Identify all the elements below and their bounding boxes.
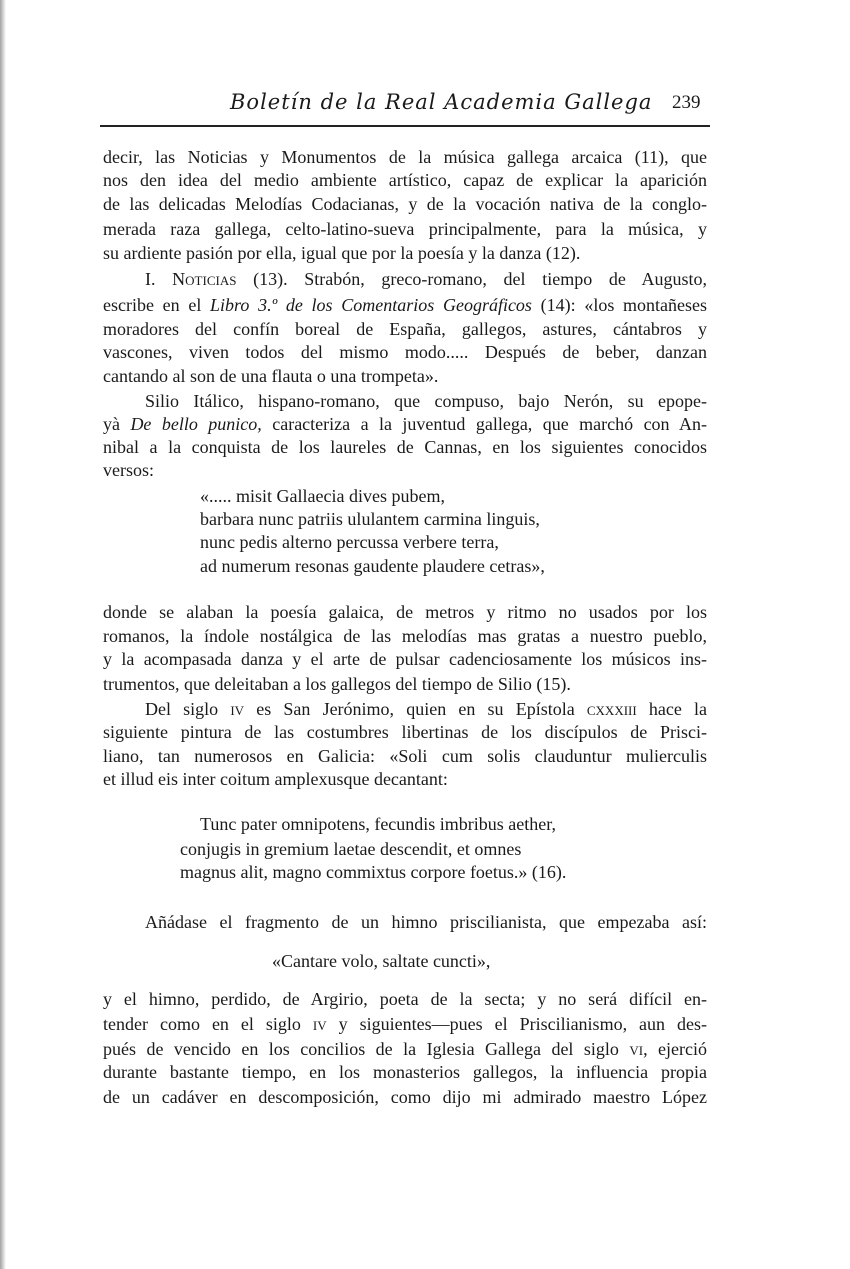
text-line: [103, 1038, 707, 1060]
roman-numeral: cxxxiii: [586, 699, 637, 719]
text-span: hace la: [648, 699, 708, 719]
text-line: [103, 1013, 707, 1035]
text-line: de un cadáver en descomposición, como dijo mi admirado maestro López: [103, 1087, 707, 1107]
text-line: donde se alaban la poesía galaica, de metros y ritmo no usados por los: [103, 602, 707, 622]
text-line: y la acompasada danza y el arte de pulsar cadenciosamente los músicos ins-: [103, 649, 707, 669]
verse-line: Tunc pater omnipotens, fecundis imbribus aether,: [200, 814, 557, 834]
text-line: decir, las Noticias y Monumentos de la música gallega arcaica (11), que: [103, 147, 707, 167]
verse-line: ad numerum resonas gaudente plaudere cetras»,: [200, 556, 545, 576]
text-line: durante bastante tiempo, en los monasterios gallegos, la influencia propia: [103, 1062, 707, 1082]
page-number: 239: [672, 92, 701, 113]
text-line: liano, tan numerosos en Galicia: «Soli cum solis clauduntur mulierculis: [103, 746, 707, 766]
text-line: nos den idea del medio ambiente artístico, capaz de explicar la aparición: [103, 170, 707, 190]
text-line: y el himno, perdido, de Argirio, poeta de la secta; y no será difícil en-: [103, 989, 707, 1009]
text-span: es San Jerónimo, quien en su Epístola: [256, 699, 575, 719]
text-line: [103, 413, 707, 435]
text-span: (14): «los montañeses: [540, 295, 708, 315]
quoted-hymn-line: «Cantare volo, saltate cuncti»,: [272, 951, 491, 971]
italic-title: De bello punico,: [130, 414, 262, 434]
roman-numeral: iv: [312, 1014, 327, 1034]
running-header-title: Boletín de la Real Academia Gallega: [230, 90, 653, 114]
verse-line: «..... misit Gallaecia dives pubem,: [200, 486, 445, 506]
paragraph-6: Añádase el fragmento de un himno priscilianista, que empezaba así:: [145, 912, 707, 932]
italic-title: Libro 3.º de los Comentarios Geográficos: [210, 295, 532, 315]
verse-line: nunc pedis alterno percussa verbere terra,: [200, 532, 499, 552]
section-title: Noticias: [172, 269, 237, 289]
text-span: pués de vencido en los concilios de la Iglesia Gallega del siglo: [103, 1039, 619, 1059]
text-span: (13). Strabón, greco-romano, del tiempo de Augusto,: [253, 269, 708, 289]
header-rule: [100, 125, 710, 127]
text-line: nibal a la conquista de los laureles de Cannas, en los siguientes conocidos: [103, 437, 707, 457]
text-span: yà: [103, 414, 120, 434]
text-line: vascones, viven todos del mismo modo..... Después de beber, danzan: [103, 342, 707, 362]
text-span: , ejerció: [643, 1039, 708, 1059]
text-line: [145, 698, 707, 720]
text-span: Del siglo: [145, 699, 219, 719]
text-line: et illud eis inter coitum amplexusque decantant:: [103, 769, 448, 789]
text-span: escribe en el: [103, 295, 202, 315]
text-line: [145, 268, 707, 290]
text-line: merada raza gallega, celto-latino-sueva principalmente, para la música, y: [103, 219, 707, 239]
roman-numeral: iv: [230, 699, 245, 719]
text-line: siguiente pintura de las costumbres libertinas de los discípulos de Prisci-: [103, 722, 707, 742]
text-line: su ardiente pasión por ella, igual que por la poesía y la danza (12).: [103, 243, 581, 263]
text-span: tender como en el siglo: [103, 1014, 301, 1034]
verse-line: barbara nunc patriis ululantem carmina linguis,: [200, 509, 540, 529]
text-line: cantando al son de una flauta o una trompeta».: [103, 366, 439, 386]
scan-binding-edge: [0, 0, 6, 1269]
verse-line: conjugis in gremium laetae descendit, et omnes: [180, 839, 522, 859]
text-line: romanos, la índole nostálgica de las melodías mas gratas a nuestro pueblo,: [103, 626, 707, 646]
text-line: moradores del confín boreal de España, gallegos, astures, cántabros y: [103, 319, 707, 339]
text-line: trumentos, que deleitaban a los gallegos del tiempo de Silio (15).: [103, 674, 571, 694]
text-line: Silio Itálico, hispano-romano, que compuso, bajo Nerón, su epope-: [145, 391, 707, 411]
section-number: I.: [145, 269, 156, 289]
text-span: caracteriza a la juventud gallega, que marchó con An-: [272, 414, 707, 434]
text-line: versos:: [103, 460, 154, 480]
text-line: de las delicadas Melodías Codacianas, y de la vocación nativa de la conglo-: [103, 194, 707, 214]
verse-line: magnus alit, magno commixtus corpore foetus.» (16).: [180, 862, 567, 882]
text-span: y siguientes—pues el Priscilianismo, aun des-: [338, 1014, 708, 1034]
roman-numeral: vi: [629, 1039, 644, 1059]
text-line: [103, 294, 707, 316]
